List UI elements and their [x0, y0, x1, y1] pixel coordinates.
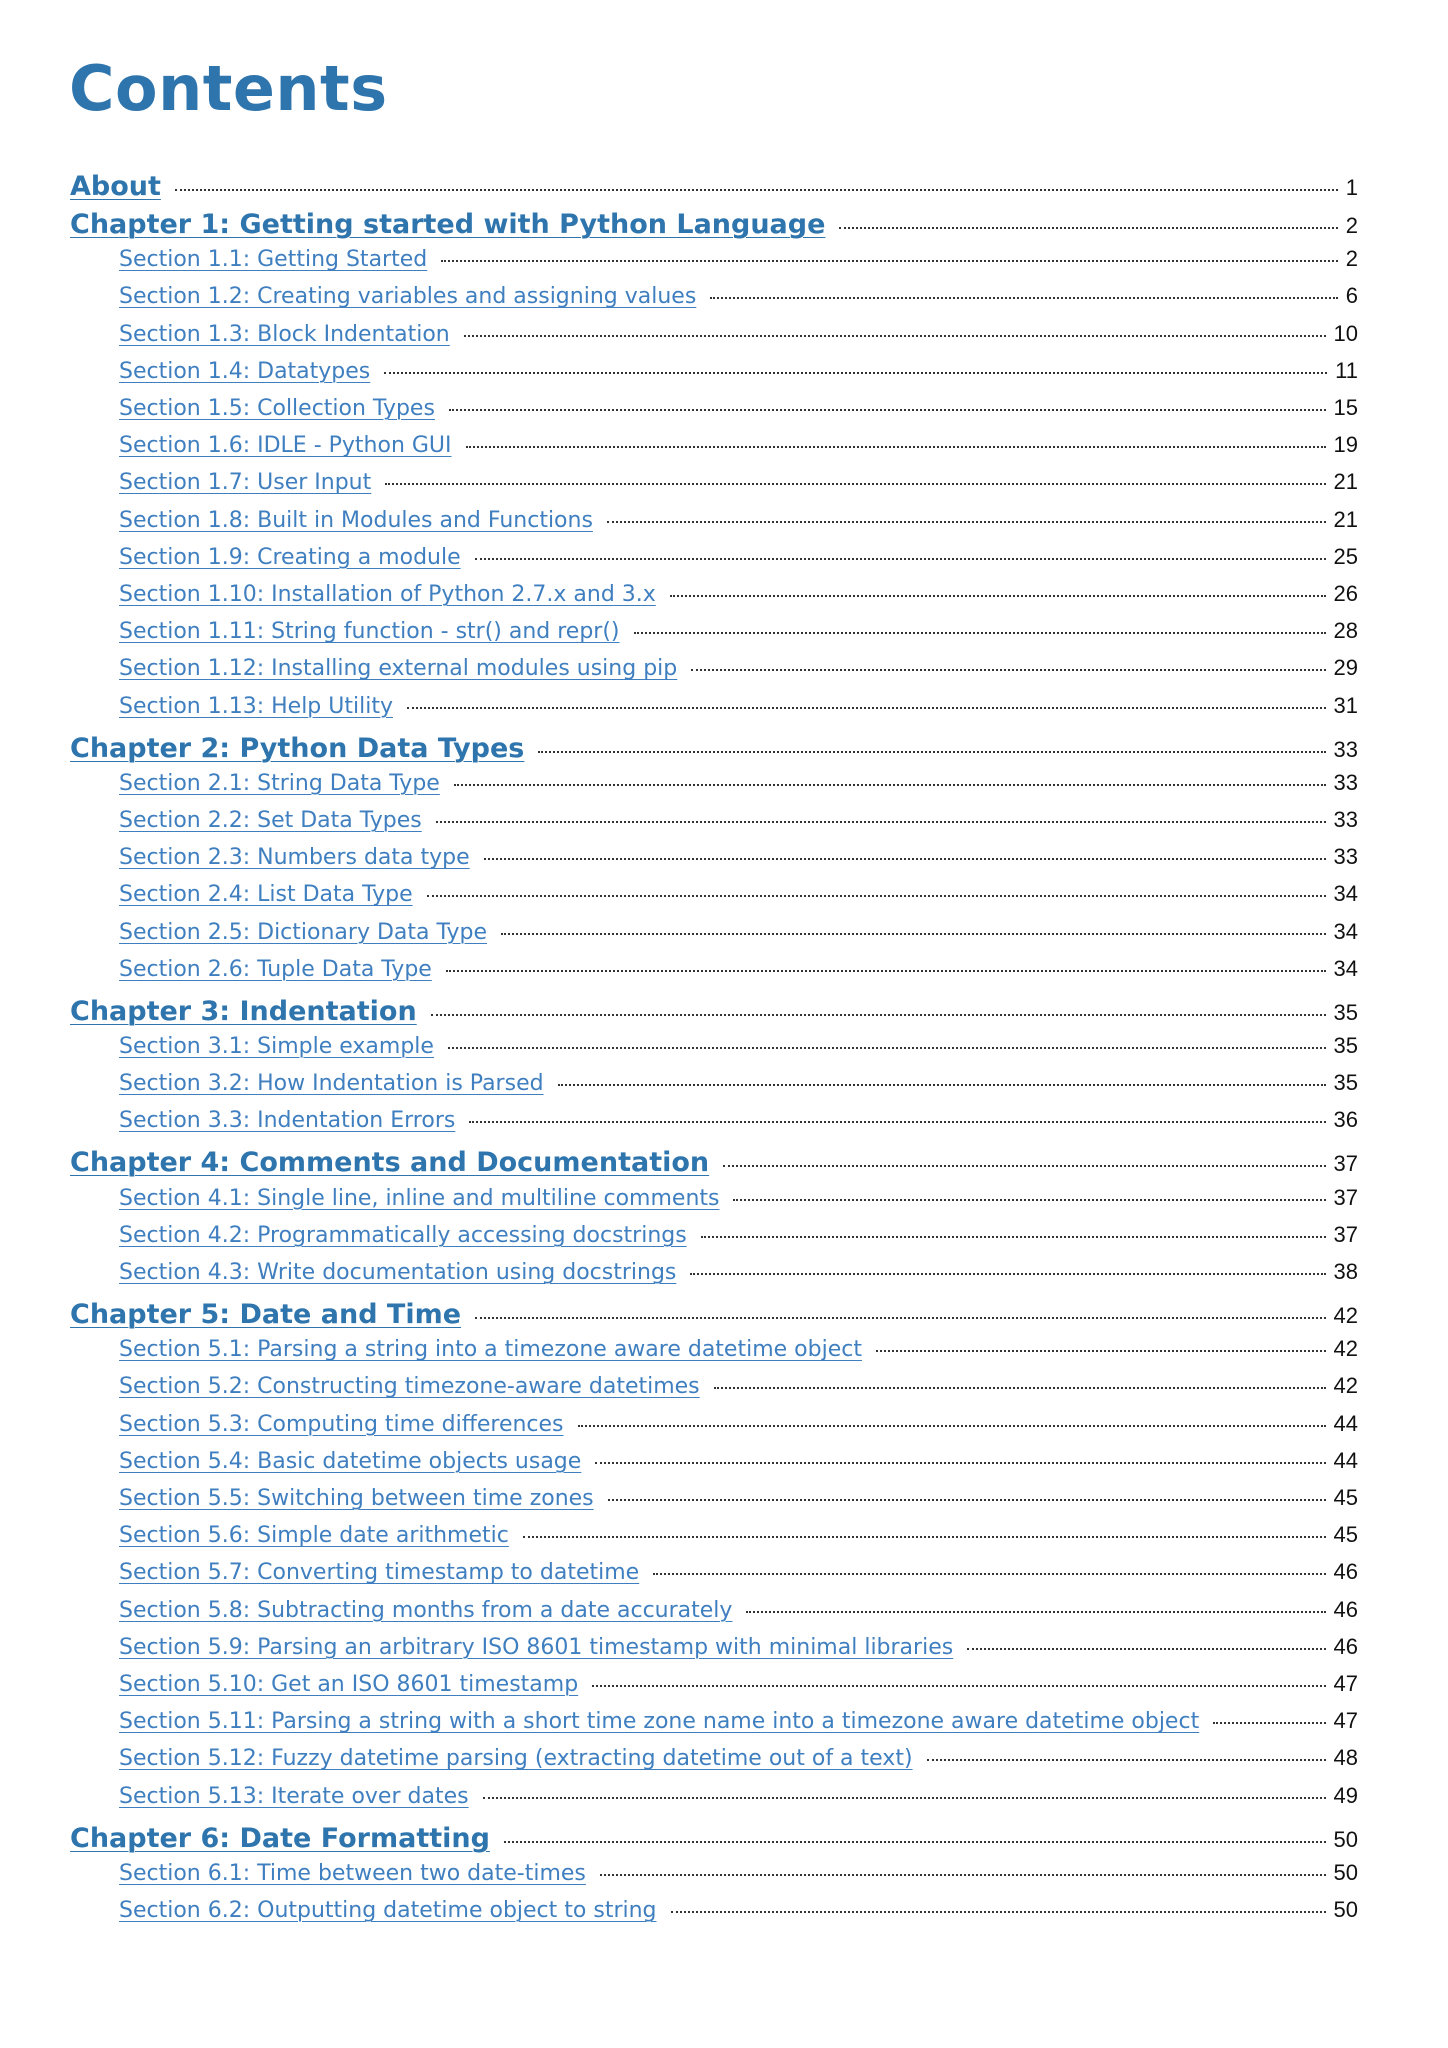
- toc-section-entry[interactable]: [119, 1033, 1358, 1070]
- dot-leader: [483, 1797, 1326, 1799]
- toc-chapter-entry[interactable]: [70, 171, 1358, 209]
- toc-section-entry[interactable]: [119, 1411, 1358, 1448]
- toc-entry-link[interactable]: Section 3.1: Simple example: [119, 1034, 434, 1059]
- page-number: 45: [1333, 1485, 1358, 1510]
- toc-entry-link[interactable]: Section 5.5: Switching between time zones: [119, 1486, 594, 1511]
- toc-chapter-entry[interactable]: [70, 996, 1358, 1034]
- toc-section-entry[interactable]: [119, 507, 1358, 544]
- toc-entry-link[interactable]: Section 5.7: Converting timestamp to datetime: [119, 1560, 640, 1586]
- toc-entry-link[interactable]: Section 1.11: String function - str() and repr(): [119, 619, 620, 645]
- toc-section-entry[interactable]: [119, 1185, 1358, 1222]
- toc-section-entry[interactable]: [119, 1597, 1358, 1634]
- page-number: 28: [1333, 618, 1358, 644]
- toc-entry-link[interactable]: Section 1.1: Getting Started: [119, 247, 428, 273]
- toc-chapter-entry[interactable]: [70, 1147, 1358, 1185]
- toc-entry-link[interactable]: Section 1.5: Collection Types: [119, 396, 435, 421]
- page-number: 46: [1333, 1633, 1358, 1659]
- dot-leader: [436, 821, 1326, 823]
- toc-section-entry[interactable]: [119, 581, 1358, 618]
- dot-leader: [504, 1841, 1326, 1843]
- page-number: 42: [1333, 1373, 1358, 1399]
- page-number: 42: [1333, 1303, 1358, 1328]
- toc-section-entry[interactable]: [119, 358, 1358, 395]
- toc-entry-link[interactable]: Section 1.7: User Input: [119, 470, 372, 496]
- dot-leader: [427, 895, 1326, 897]
- toc-entry-link[interactable]: Section 4.2: Programmatically accessing docstrings: [119, 1222, 687, 1248]
- dot-leader: [538, 751, 1325, 753]
- dot-leader: [475, 1317, 1325, 1319]
- toc-section-entry[interactable]: [119, 1373, 1358, 1410]
- toc-entry-link[interactable]: Section 4.1: Single line, inline and multiline comments: [119, 1185, 720, 1211]
- toc-entry-link[interactable]: Section 5.6: Simple date arithmetic: [119, 1523, 509, 1549]
- toc-entry-link[interactable]: Section 2.5: Dictionary Data Type: [119, 919, 488, 945]
- dot-leader: [690, 1273, 1325, 1275]
- toc-section-entry[interactable]: [119, 432, 1358, 469]
- toc-entry-link[interactable]: Section 5.9: Parsing an arbitrary ISO 8601 timestamp with minimal libraries: [119, 1634, 954, 1660]
- page-number: 37: [1333, 1184, 1358, 1210]
- page-number: 34: [1333, 881, 1358, 907]
- page-number: 6: [1345, 283, 1358, 309]
- toc-section-entry[interactable]: [119, 1783, 1358, 1820]
- toc-chapter-entry[interactable]: [70, 1823, 1358, 1861]
- toc-entry-link[interactable]: Section 2.1: String Data Type: [119, 770, 440, 796]
- toc-section-entry[interactable]: [119, 807, 1358, 844]
- page-number: 33: [1333, 807, 1358, 832]
- toc-section-entry[interactable]: [119, 1448, 1358, 1485]
- page-number: 47: [1333, 1708, 1358, 1734]
- toc-entry-link[interactable]: Section 1.6: IDLE - Python GUI: [119, 433, 452, 459]
- toc-entry-link[interactable]: Chapter 6: Date Formatting: [70, 1822, 490, 1854]
- toc-entry-link[interactable]: Chapter 1: Getting started with Python Language: [70, 209, 826, 240]
- page-number: 19: [1333, 432, 1358, 458]
- toc-chapter-entry[interactable]: [70, 209, 1358, 247]
- page-number: 38: [1333, 1259, 1358, 1284]
- toc-entry-link[interactable]: Section 1.8: Built in Modules and Functions: [119, 507, 593, 533]
- page-number: 2: [1345, 246, 1358, 272]
- toc-entry-link[interactable]: Section 5.4: Basic datetime objects usage: [119, 1448, 582, 1474]
- page-number: 37: [1333, 1221, 1358, 1247]
- toc-section-entry[interactable]: [119, 844, 1358, 881]
- toc-entry-link[interactable]: Chapter 2: Python Data Types: [70, 732, 525, 764]
- toc-chapter-entry[interactable]: [70, 1299, 1358, 1337]
- page-number: 45: [1333, 1522, 1358, 1548]
- dot-leader: [501, 933, 1326, 935]
- dot-leader: [839, 227, 1337, 229]
- toc-entry-link[interactable]: Section 1.9: Creating a module: [119, 544, 461, 570]
- dot-leader: [384, 372, 1327, 374]
- dot-leader: [595, 1462, 1325, 1464]
- toc-entry-link[interactable]: Section 1.12: Installing external modules using pip: [119, 656, 678, 682]
- toc-section-entry[interactable]: [119, 1070, 1358, 1107]
- page-number: 2: [1345, 213, 1358, 238]
- toc-section-entry[interactable]: [119, 1671, 1358, 1708]
- page-number: 10: [1333, 320, 1358, 346]
- page-number: 34: [1333, 918, 1358, 944]
- toc-entry-link[interactable]: Section 5.1: Parsing a string into a timezone aware datetime object: [119, 1337, 862, 1363]
- toc-section-entry[interactable]: [119, 395, 1358, 432]
- toc-section-entry[interactable]: [119, 1860, 1358, 1897]
- dot-leader: [475, 558, 1326, 560]
- dot-leader: [607, 521, 1326, 523]
- page-number: 49: [1333, 1782, 1358, 1808]
- toc-section-entry[interactable]: [119, 1107, 1358, 1144]
- toc-entry-link[interactable]: Section 2.3: Numbers data type: [119, 845, 470, 871]
- dot-leader: [746, 1611, 1325, 1613]
- dot-leader: [701, 1236, 1326, 1238]
- toc-entry-link[interactable]: Section 1.13: Help Utility: [119, 693, 393, 719]
- dot-leader: [464, 335, 1326, 337]
- toc-section-entry[interactable]: [119, 544, 1358, 581]
- dot-leader: [578, 1425, 1326, 1427]
- toc-entry-link[interactable]: Chapter 5: Date and Time: [70, 1299, 462, 1330]
- page-number: 37: [1333, 1151, 1358, 1177]
- page-number: 25: [1333, 543, 1358, 569]
- dot-leader: [967, 1648, 1325, 1650]
- dot-leader: [691, 669, 1325, 671]
- dot-leader: [714, 1387, 1326, 1389]
- toc-section-entry[interactable]: [119, 881, 1358, 918]
- toc-section-entry[interactable]: [119, 693, 1358, 730]
- toc-entry-link[interactable]: Section 5.8: Subtracting months from a date accurately: [119, 1597, 733, 1623]
- toc-section-entry[interactable]: [119, 246, 1358, 283]
- dot-leader: [653, 1573, 1325, 1575]
- dot-leader: [558, 1084, 1326, 1086]
- toc-entry-link[interactable]: Section 4.3: Write documentation using docstrings: [119, 1260, 677, 1285]
- dot-leader: [466, 446, 1326, 448]
- dot-leader: [1213, 1722, 1325, 1724]
- dot-leader: [634, 632, 1326, 634]
- dot-leader: [723, 1165, 1325, 1167]
- page-number: 36: [1333, 1107, 1358, 1133]
- dot-leader: [600, 1874, 1326, 1876]
- dot-leader: [175, 189, 1338, 191]
- toc-entry-link[interactable]: Section 1.3: Block Indentation: [119, 321, 450, 347]
- toc-chapter-entry[interactable]: [70, 733, 1358, 771]
- page-number: 1: [1345, 175, 1358, 200]
- toc-entry-link[interactable]: Section 1.4: Datatypes: [119, 358, 371, 384]
- page-number: 44: [1333, 1410, 1358, 1436]
- toc-section-entry[interactable]: [119, 469, 1358, 506]
- dot-leader: [449, 409, 1326, 411]
- toc-entry-link[interactable]: Chapter 3: Indentation: [70, 995, 417, 1027]
- toc-entry-link[interactable]: Section 5.3: Computing time differences: [119, 1411, 564, 1437]
- toc-section-entry[interactable]: [119, 283, 1358, 320]
- toc-entry-link[interactable]: Section 6.1: Time between two date-times: [119, 1860, 586, 1886]
- page-number: 46: [1333, 1559, 1358, 1585]
- dot-leader: [469, 1121, 1325, 1123]
- toc-entry-link[interactable]: Section 5.11: Parsing a string with a short time zone name into a timezone aware datetime object: [119, 1709, 1200, 1735]
- toc-entry-link[interactable]: Section 5.12: Fuzzy datetime parsing (extracting datetime out of a text): [119, 1746, 913, 1772]
- page-number: 42: [1333, 1336, 1358, 1362]
- toc-section-entry[interactable]: [119, 1708, 1358, 1745]
- dot-leader: [448, 1047, 1326, 1049]
- toc-entry-link[interactable]: Section 3.3: Indentation Errors: [119, 1108, 456, 1134]
- toc-section-entry[interactable]: [119, 618, 1358, 655]
- toc-entry-link[interactable]: Section 6.2: Outputting datetime object to string: [119, 1898, 657, 1923]
- toc-entry-link[interactable]: Section 1.2: Creating variables and assigning values: [119, 284, 697, 310]
- dot-leader: [407, 707, 1326, 709]
- toc-section-entry[interactable]: [119, 1222, 1358, 1259]
- page-number: 50: [1333, 1826, 1358, 1852]
- toc-entry-link[interactable]: Section 5.2: Constructing timezone-aware datetimes: [119, 1374, 700, 1400]
- toc-section-entry[interactable]: [119, 1485, 1358, 1522]
- page-number: 33: [1333, 844, 1358, 870]
- page-title: Contents: [69, 52, 388, 125]
- toc-entry-link[interactable]: Chapter 4: Comments and Documentation: [70, 1147, 710, 1179]
- page-number: 50: [1333, 1859, 1358, 1885]
- toc-entry-link[interactable]: Section 2.2: Set Data Types: [119, 808, 422, 833]
- toc-section-entry[interactable]: [119, 1259, 1358, 1296]
- toc-entry-link[interactable]: Section 5.13: Iterate over dates: [119, 1783, 469, 1809]
- dot-leader: [446, 970, 1326, 972]
- dot-leader: [927, 1759, 1326, 1761]
- page-number: 31: [1333, 692, 1358, 718]
- toc-section-entry[interactable]: [119, 1336, 1358, 1373]
- page-number: 26: [1333, 581, 1358, 606]
- dot-leader: [454, 784, 1326, 786]
- page-number: 44: [1333, 1447, 1358, 1473]
- dot-leader: [710, 297, 1337, 299]
- dot-leader: [441, 260, 1338, 262]
- toc-section-entry[interactable]: [119, 1559, 1358, 1596]
- toc-section-entry[interactable]: [119, 770, 1358, 807]
- toc-entry-link[interactable]: About: [70, 171, 161, 202]
- toc-section-entry[interactable]: [119, 919, 1358, 956]
- page-number: 15: [1333, 395, 1358, 420]
- toc-entry-link[interactable]: Section 3.2: How Indentation is Parsed: [119, 1071, 544, 1097]
- page-number: 33: [1333, 769, 1358, 795]
- toc-section-entry[interactable]: [119, 1522, 1358, 1559]
- page-number: 33: [1333, 736, 1358, 762]
- toc-section-entry[interactable]: [119, 1745, 1358, 1782]
- page-number: 21: [1333, 506, 1358, 532]
- page-number: 46: [1333, 1596, 1358, 1622]
- toc-section-entry[interactable]: [119, 321, 1358, 358]
- page-number: 34: [1333, 955, 1358, 981]
- dot-leader: [670, 595, 1326, 597]
- dot-leader: [385, 483, 1325, 485]
- toc-section-entry[interactable]: [119, 1897, 1358, 1934]
- page-number: 47: [1333, 1671, 1358, 1696]
- page-number: 35: [1333, 999, 1358, 1025]
- dot-leader: [484, 858, 1326, 860]
- dot-leader: [876, 1350, 1326, 1352]
- page-number: 50: [1333, 1897, 1358, 1922]
- page-number: 11: [1335, 357, 1358, 383]
- dot-leader: [431, 1014, 1326, 1016]
- page-number: 35: [1333, 1033, 1358, 1058]
- page-number: 48: [1333, 1745, 1358, 1771]
- toc-entry-link[interactable]: Section 5.10: Get an ISO 8601 timestamp: [119, 1672, 579, 1697]
- dot-leader: [592, 1685, 1325, 1687]
- page-number: 35: [1333, 1070, 1358, 1096]
- dot-leader: [523, 1536, 1326, 1538]
- page-number: 21: [1333, 469, 1358, 495]
- page-number: 29: [1333, 655, 1358, 681]
- toc-section-entry[interactable]: [119, 655, 1358, 692]
- toc-entry-link[interactable]: Section 2.6: Tuple Data Type: [119, 956, 432, 982]
- toc-section-entry[interactable]: [119, 1634, 1358, 1671]
- toc-entry-link[interactable]: Section 2.4: List Data Type: [119, 882, 413, 908]
- dot-leader: [733, 1199, 1325, 1201]
- toc-section-entry[interactable]: [119, 956, 1358, 993]
- dot-leader: [671, 1911, 1326, 1913]
- dot-leader: [608, 1499, 1326, 1501]
- toc-entry-link[interactable]: Section 1.10: Installation of Python 2.7.x and 3.x: [119, 582, 656, 607]
